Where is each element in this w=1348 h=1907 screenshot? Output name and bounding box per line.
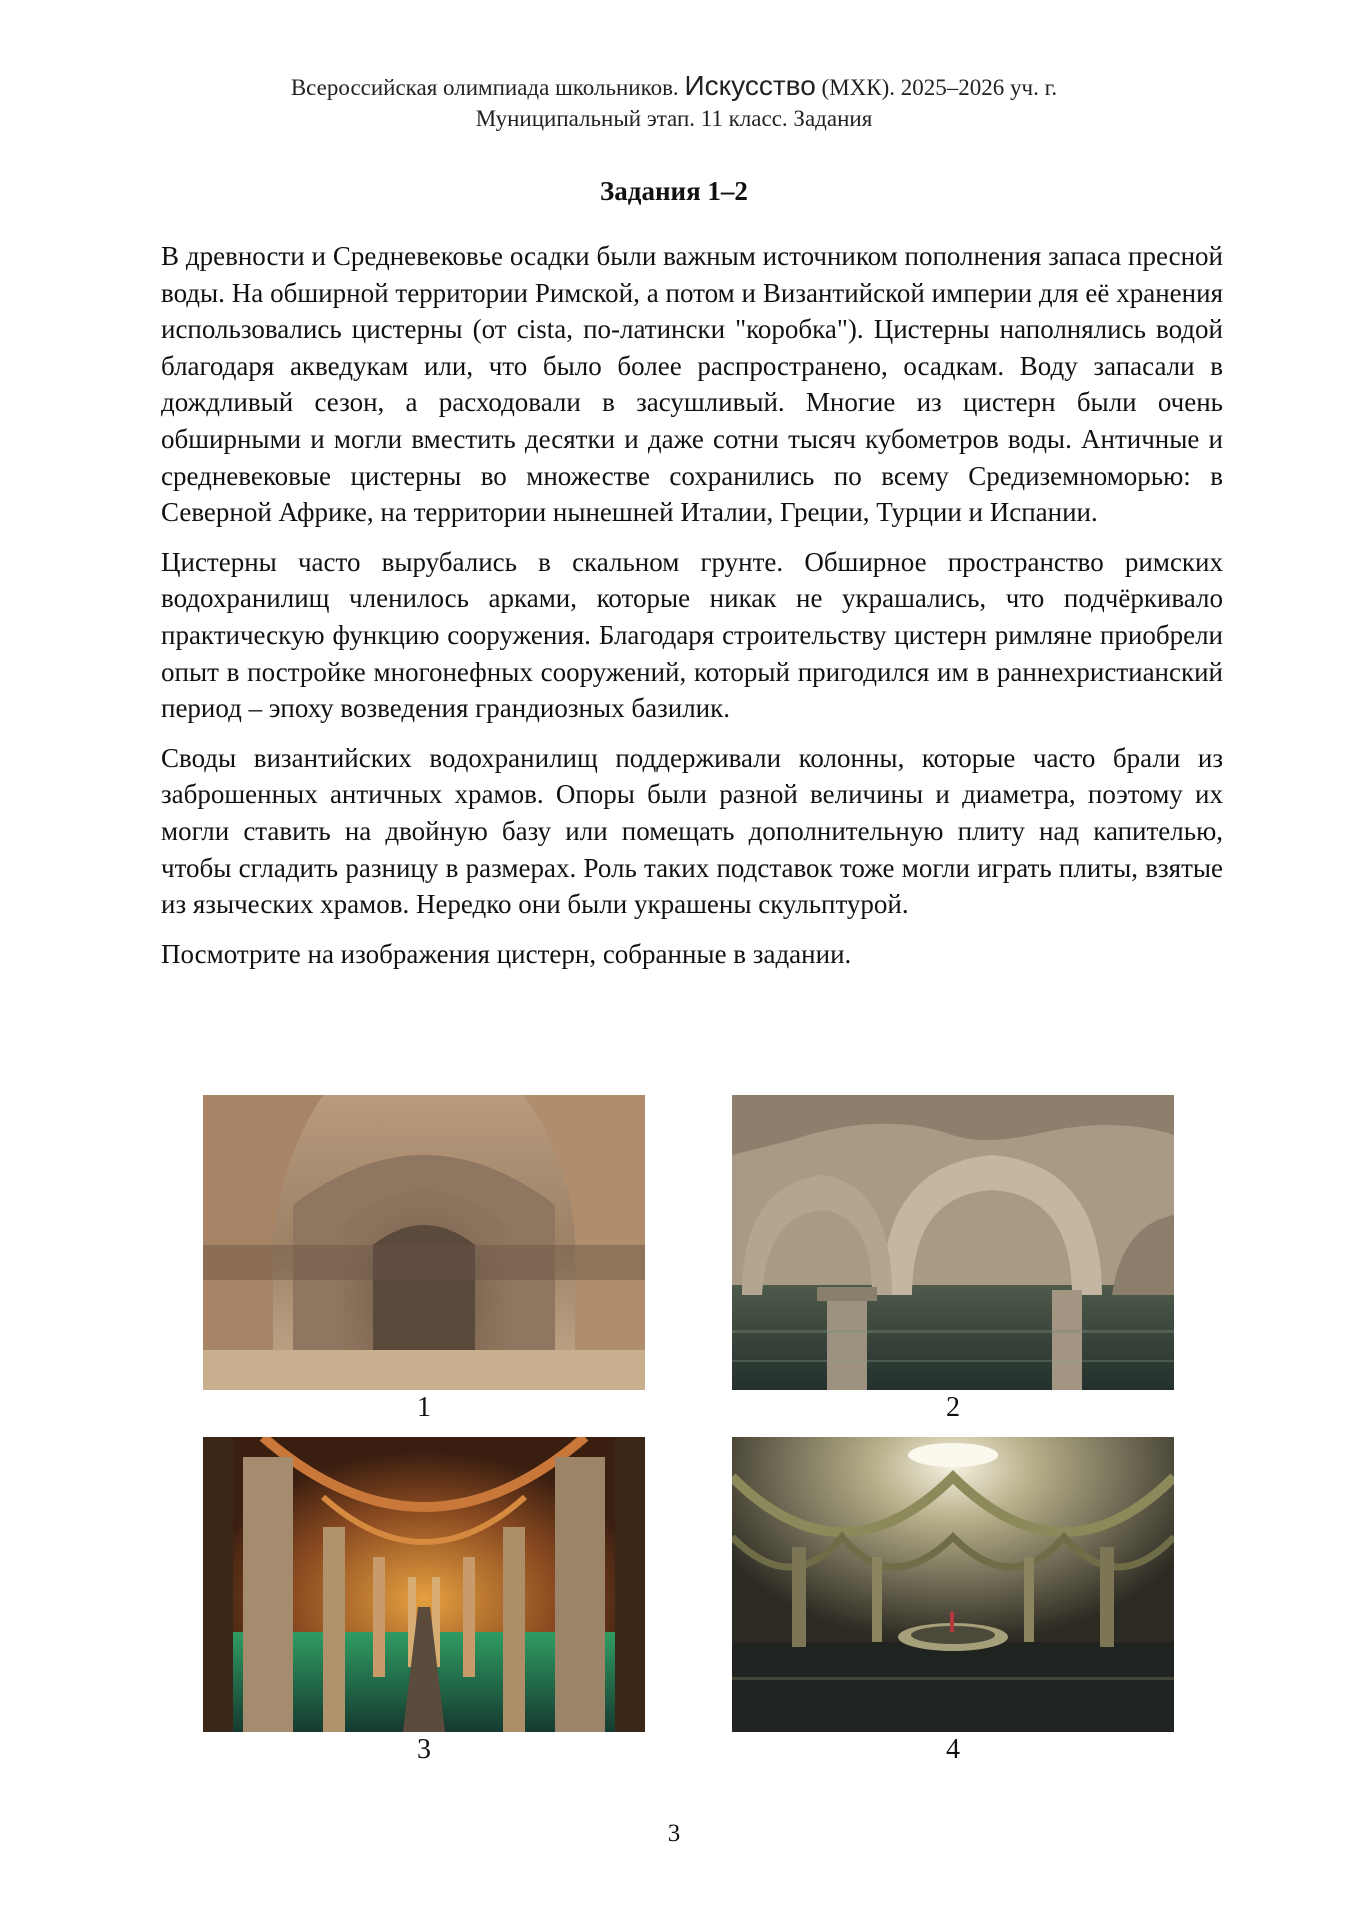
figure-3-photo: [203, 1437, 645, 1732]
figure-4-photo: [732, 1437, 1174, 1732]
figure-2-caption: 2: [946, 1392, 960, 1423]
body-text: [161, 238, 1223, 985]
figure-2-photo: [732, 1095, 1174, 1390]
figure-4-caption: 4: [946, 1734, 960, 1765]
paragraph-4: Посмотрите на изображения цистерн, собранные в задании.: [161, 938, 852, 969]
header-year: (МХК). 2025–2026 уч. г.: [815, 75, 1058, 100]
paragraph-2: Цистерны часто вырубались в скальном грунте. Обширное пространство римских водохранилищ членилось арками, которые никак не украшались, что подчёркивало практическую функцию сооружения. Благодаря строительству цистерн римляне приобрели опыт в постройке многонефных сооружений, который пригодился им в раннехристианский период – эпоху возведения грандиозных базилик.: [161, 546, 1223, 724]
figure-3-caption: 3: [417, 1734, 431, 1765]
header-line-1: [0, 70, 1348, 103]
section-title: Задания 1–2: [600, 176, 748, 206]
paragraph-3: Своды византийских водохранилищ поддерживали колонны, которые часто брали из заброшенных античных храмов. Опоры были разной величины и диаметра, поэтому их могли ставить на двойную базу или помещать дополнительную плиту над капителью, чтобы сгладить разницу в размерах. Роль таких подставок тоже могли играть плиты, взятые из языческих храмов. Нередко они были украшены скульптурой.: [161, 742, 1223, 920]
page-number: 3: [667, 1820, 681, 1847]
figure-1-caption: 1: [417, 1392, 431, 1423]
header-line-2: Муниципальный этап. 11 класс. Задания: [475, 106, 873, 131]
paragraph-1: В древности и Средневековье осадки были важным источником пополнения запаса пресной воды. На обширной территории Римской, а потом и Византийской империи для её хранения использовались цистерны (от cista, по-латински "коробка"). Цистерны наполнялись водой благодаря акведукам или, что было более распространено, осадкам. Воду запасали в дождливый сезон, а расходовали в засушливый. Многие из цистерн были очень обширными и могли вместить десятки и даже сотни тысяч кубометров воды. Античные и средневековые цистерны во множестве сохранились по всему Средиземноморью: в Северной Африке, на территории нынешней Италии, Греции, Турции и Испании.: [161, 241, 1223, 528]
header-olympiad: Всероссийская олимпиада школьников.: [290, 75, 685, 100]
header-subject: Искусство: [684, 70, 816, 101]
figure-1-photo: [203, 1095, 645, 1390]
page-header: [0, 70, 1348, 134]
